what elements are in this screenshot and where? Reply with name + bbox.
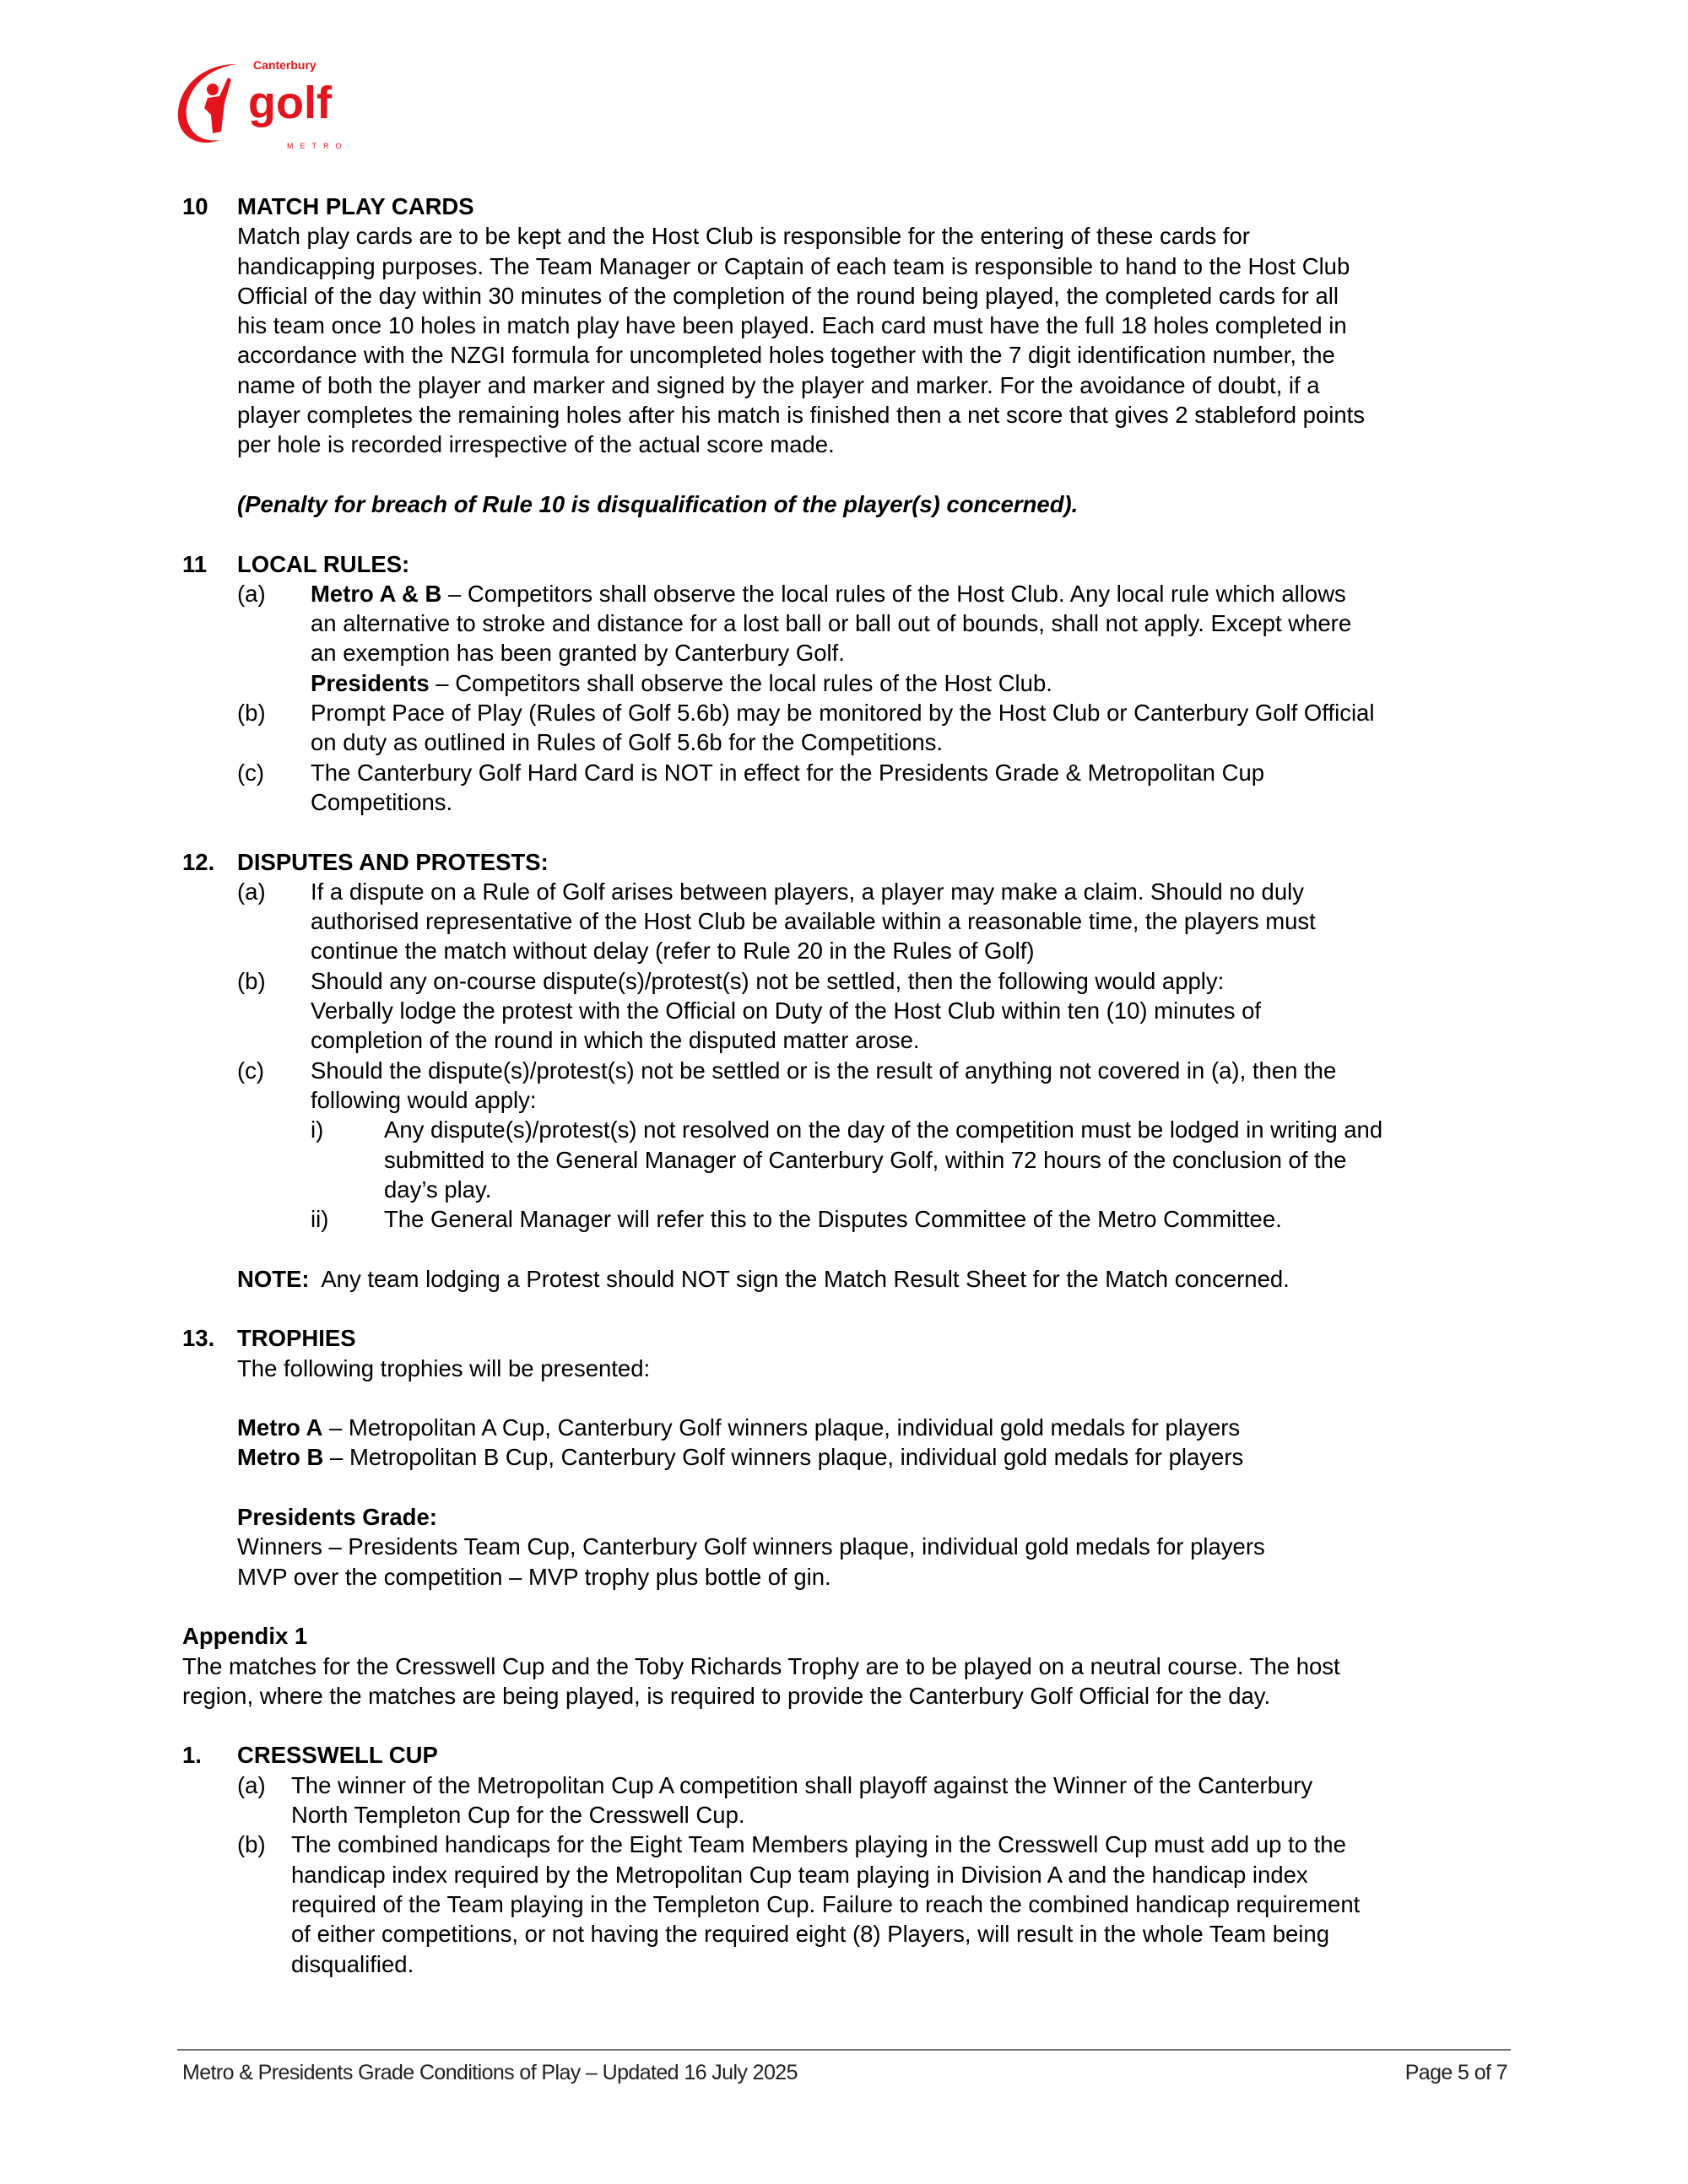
text-line: authorised representative of the Host Club be available within a reasonable time, the players must — [311, 908, 1316, 935]
golfer-swoosh-icon — [169, 52, 371, 154]
text-line: The Canterbury Golf Hard Card is NOT in effect for the Presidents Grade & Metropolitan Cup — [311, 759, 1265, 786]
section-10-body — [237, 221, 1516, 519]
section-title: MATCH PLAY CARDS — [237, 193, 474, 219]
section-number: 12. — [182, 848, 215, 875]
item-label: (a) — [237, 580, 266, 607]
section-13-body — [237, 1354, 1516, 1592]
text-line: The combined handicaps for the Eight Team Members playing in the Cresswell Cup must add up to the — [291, 1831, 1346, 1858]
text-line: his team once 10 holes in match play have been played. Each card must have the full 18 holes completed in — [237, 312, 1347, 339]
text-line: – Competitors shall observe the local rules of the Host Club. Any local rule which allows — [441, 580, 1346, 607]
item-label: (b) — [237, 700, 266, 727]
footer-title: Metro & Presidents Grade Conditions of Play – Updated 16 July 2025 — [182, 2061, 798, 2084]
page-footer — [182, 2061, 1507, 2085]
text-line: MVP over the competition – MVP trophy plus bottle of gin. — [237, 1563, 831, 1590]
rule-12b — [237, 966, 1516, 1056]
cresswell-a — [237, 1770, 1516, 1830]
rule-12c-i — [311, 1115, 1516, 1204]
text-line: of either competitions, or not having the required eight (8) Players, will result in the whole Team being — [291, 1921, 1330, 1948]
section-title: LOCAL RULES: — [237, 550, 410, 577]
text-line: If a dispute on a Rule of Golf arises between players, a player may make a claim. Should no duly — [311, 878, 1305, 905]
protest-note — [237, 1264, 1516, 1294]
appendix-title: Appendix 1 — [182, 1623, 308, 1650]
bold-term: Metro B — [237, 1444, 324, 1471]
text-line: name of both the player and marker and signed by the player and marker. For the avoidance of doubt, if a — [237, 371, 1320, 398]
canterbury-golf-logo — [169, 52, 371, 154]
text-line: on duty as outlined in Rules of Golf 5.6b for the Competitions. — [311, 729, 944, 756]
text-line: required of the Team playing in the Templeton Cup. Failure to reach the combined handicap requirement — [291, 1890, 1361, 1917]
text-line: region, where the matches are being played, is required to provide the Canterbury Golf Official for the day. — [182, 1682, 1271, 1709]
text-line: Should the dispute(s)/protest(s) not be settled or is the result of anything not covered in (a), then the — [311, 1057, 1337, 1084]
text-line: The matches for the Cresswell Cup and the Toby Richards Trophy are to be played on a neutral course. The host — [182, 1652, 1340, 1679]
item-label: (c) — [237, 1057, 265, 1084]
penalty-note: (Penalty for breach of Rule 10 is disqualification of the player(s) concerned). — [237, 490, 1079, 517]
rule-12c-ii — [311, 1204, 1516, 1234]
text-line: accordance with the NZGI formula for uncompleted holes together with the 7 digit identification number, the — [237, 342, 1335, 369]
item-label: (a) — [237, 878, 266, 905]
subheading: Presidents Grade: — [237, 1504, 437, 1531]
text-line: Match play cards are to be kept and the Host Club is responsible for the entering of these cards for — [237, 223, 1250, 250]
text-line: continue the match without delay (refer to Rule 20 in the Rules of Golf) — [311, 938, 1035, 965]
section-13-heading — [182, 1323, 1516, 1353]
text-line: an exemption has been granted by Canterbury Golf. — [311, 640, 845, 667]
text-line: handicapping purposes. The Team Manager or Captain of each team is responsible to hand to the Host Club — [237, 252, 1350, 279]
footer-divider — [177, 2049, 1511, 2051]
section-number: 13. — [182, 1325, 215, 1352]
text-line: The following trophies will be presented: — [237, 1354, 651, 1381]
text-line: The General Manager will refer this to the Disputes Committee of the Metro Committee. — [384, 1206, 1282, 1233]
svg-text:METRO: METRO — [287, 142, 349, 150]
note-text: Any team lodging a Protest should NOT sign the Match Result Sheet for the Match concerned. — [309, 1265, 1290, 1292]
text-line: submitted to the General Manager of Canterbury Golf, within 72 hours of the conclusion of the — [384, 1146, 1347, 1173]
text-line: Verbally lodge the protest with the Official on Duty of the Host Club within ten (10) minutes of — [311, 997, 1262, 1024]
item-label: (b) — [237, 967, 266, 994]
section-10-heading — [182, 192, 1516, 221]
page-number: Page 5 of 7 — [1404, 2061, 1507, 2084]
item-label: (a) — [237, 1771, 266, 1798]
item-label: i) — [311, 1116, 324, 1143]
cresswell-cup-heading — [182, 1740, 1516, 1770]
text-line: an alternative to stroke and distance for a lost ball or ball out of bounds, shall not apply. Except where — [311, 610, 1352, 637]
text-line: Competitions. — [311, 788, 453, 815]
text-line: completion of the round in which the disputed matter arose. — [311, 1027, 920, 1054]
text-line: following would apply: — [311, 1086, 537, 1113]
bold-term: Presidents — [311, 669, 430, 696]
cresswell-b — [237, 1830, 1516, 1978]
text-line: Winners – Presidents Team Cup, Canterbury Golf winners plaque, individual gold medals for players — [237, 1533, 1265, 1560]
text-line: Official of the day within 30 minutes of the completion of the round being played, the completed cards for all — [237, 282, 1339, 309]
rule-11a — [237, 579, 1516, 698]
document-body — [182, 192, 1516, 1979]
svg-text:Canterbury: Canterbury — [253, 58, 316, 72]
text-line: – Competitors shall observe the local rules of the Host Club. — [429, 669, 1052, 696]
section-12-heading — [182, 847, 1516, 877]
item-label: (b) — [237, 1831, 266, 1858]
section-number: 11 — [182, 550, 208, 577]
text-line: day’s play. — [384, 1176, 492, 1203]
text-line: – Metropolitan B Cup, Canterbury Golf winners plaque, individual gold medals for players — [323, 1444, 1244, 1471]
text-line: North Templeton Cup for the Cresswell Cup. — [291, 1802, 745, 1829]
text-line: Prompt Pace of Play (Rules of Golf 5.6b) may be monitored by the Host Club or Canterbury Golf Official — [311, 700, 1375, 727]
section-number: 10 — [182, 193, 208, 219]
item-label: ii) — [311, 1206, 329, 1233]
svg-text:golf: golf — [248, 78, 332, 128]
text-line: The winner of the Metropolitan Cup A competition shall playoff against the Winner of the Canterbury — [291, 1771, 1313, 1798]
text-line: disqualified. — [291, 1950, 414, 1977]
text-line: handicap index required by the Metropolitan Cup team playing in Division A and the handicap index — [291, 1861, 1308, 1888]
text-line: – Metropolitan A Cup, Canterbury Golf winners plaque, individual gold medals for players — [322, 1414, 1241, 1441]
rule-11c — [237, 758, 1516, 818]
section-title: TROPHIES — [237, 1325, 356, 1352]
text-line: player completes the remaining holes after his match is finished then a net score that gives 2 stableford points — [237, 402, 1366, 429]
bold-term: Metro A & B — [311, 580, 442, 607]
text-line: per hole is recorded irrespective of the actual score made. — [237, 431, 835, 458]
section-title: DISPUTES AND PROTESTS: — [237, 848, 549, 875]
text-line: Should any on-course dispute(s)/protest(s) not be settled, then the following would apply: — [311, 967, 1225, 994]
item-label: (c) — [237, 759, 265, 786]
section-title: CRESSWELL CUP — [237, 1742, 438, 1769]
section-number: 1. — [182, 1742, 202, 1769]
note-label: NOTE: — [237, 1265, 310, 1292]
section-11-heading — [182, 549, 1516, 579]
rule-12c — [237, 1056, 1516, 1116]
rule-12a — [237, 877, 1516, 966]
text-line: Any dispute(s)/protest(s) not resolved on the day of the competition must be lodged in writing and — [384, 1116, 1383, 1143]
bold-term: Metro A — [237, 1414, 323, 1441]
rule-11b — [237, 698, 1516, 758]
